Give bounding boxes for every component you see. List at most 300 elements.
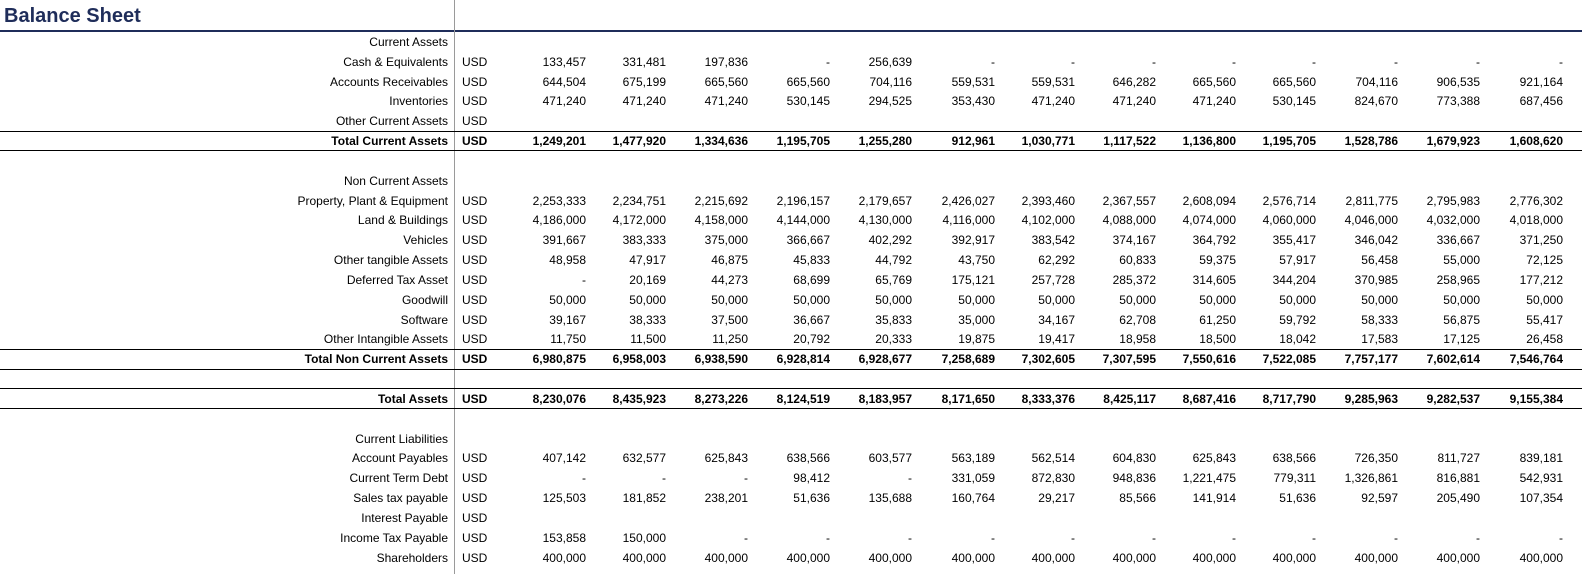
value-cell: 51,636 xyxy=(1279,491,1316,506)
value-cell: 258,965 xyxy=(1436,272,1480,287)
currency-cell: USD xyxy=(462,391,488,406)
value-cell: 400,000 xyxy=(1192,550,1236,565)
value-cell: 107,354 xyxy=(1519,491,1563,506)
value-cell: 44,273 xyxy=(711,272,748,287)
value-cell: 85,566 xyxy=(1119,491,1156,506)
value-cell: 1,221,475 xyxy=(1182,471,1236,486)
currency-cell: USD xyxy=(462,213,488,228)
row-label: Cash & Equivalents xyxy=(343,54,448,69)
row-label: Other Intangible Assets xyxy=(323,332,448,347)
value-cell: - xyxy=(1152,530,1156,545)
value-cell: 2,776,302 xyxy=(1509,193,1563,208)
value-cell: 400,000 xyxy=(1272,550,1316,565)
value-cell: 20,333 xyxy=(875,332,912,347)
value-cell: 6,980,875 xyxy=(532,352,586,367)
value-cell: 50,000 xyxy=(1526,292,1563,307)
value-cell: 2,253,333 xyxy=(532,193,586,208)
value-cell: 36,667 xyxy=(793,312,830,327)
value-cell: 46,875 xyxy=(711,253,748,268)
value-cell: 471,240 xyxy=(1031,94,1075,109)
value-cell: 153,858 xyxy=(542,530,586,545)
value-cell: 7,757,177 xyxy=(1344,352,1398,367)
value-cell: 1,477,920 xyxy=(612,134,666,149)
value-cell: 4,130,000 xyxy=(858,213,912,228)
value-cell: 400,000 xyxy=(1436,550,1480,565)
total-top-rule xyxy=(0,131,1582,132)
value-cell: 2,576,714 xyxy=(1262,193,1316,208)
value-cell: 4,032,000 xyxy=(1426,213,1480,228)
row-label: Account Payables xyxy=(351,451,448,466)
value-cell: 665,560 xyxy=(704,74,748,89)
value-cell: 58,333 xyxy=(1361,312,1398,327)
value-cell: 353,430 xyxy=(951,94,995,109)
row-label: Total Non Current Assets xyxy=(304,352,448,367)
value-cell: 55,417 xyxy=(1526,312,1563,327)
row-label: Deferred Tax Asset xyxy=(346,272,448,287)
table-row xyxy=(0,468,1582,488)
value-cell: 50,000 xyxy=(1279,292,1316,307)
value-cell: 160,764 xyxy=(951,491,995,506)
value-cell: 50,000 xyxy=(1119,292,1156,307)
value-cell: 50,000 xyxy=(1199,292,1236,307)
value-cell: 559,531 xyxy=(1031,74,1075,89)
value-cell: 50,000 xyxy=(1443,292,1480,307)
value-cell: 704,116 xyxy=(1355,74,1398,89)
value-cell: 61,250 xyxy=(1199,312,1236,327)
value-cell: 43,750 xyxy=(958,253,995,268)
value-cell: 1,195,705 xyxy=(776,134,830,149)
value-cell: 50,000 xyxy=(549,292,586,307)
value-cell: 20,169 xyxy=(629,272,666,287)
value-cell: 625,843 xyxy=(704,451,748,466)
row-label: Total Current Assets xyxy=(331,134,448,149)
value-cell: 60,833 xyxy=(1119,253,1156,268)
table-row xyxy=(0,310,1582,330)
value-cell: 37,500 xyxy=(711,312,748,327)
value-cell: 2,215,692 xyxy=(694,193,748,208)
value-cell: 50,000 xyxy=(793,292,830,307)
value-cell: 400,000 xyxy=(1354,550,1398,565)
value-cell: 625,843 xyxy=(1192,451,1236,466)
value-cell: 559,531 xyxy=(951,74,995,89)
row-label: Current Liabilities xyxy=(355,431,448,446)
value-cell: 400,000 xyxy=(786,550,830,565)
value-cell: 665,560 xyxy=(1192,74,1236,89)
row-label: Vehicles xyxy=(403,233,448,248)
value-cell: 8,273,226 xyxy=(694,391,748,406)
value-cell: 2,608,094 xyxy=(1182,193,1236,208)
value-cell: 56,875 xyxy=(1443,312,1480,327)
row-label: Other tangible Assets xyxy=(333,253,448,268)
row-label: Goodwill xyxy=(401,292,448,307)
table-row xyxy=(0,111,1582,131)
value-cell: - xyxy=(1476,54,1480,69)
value-cell: 11,500 xyxy=(630,332,666,347)
value-cell: 906,535 xyxy=(1436,74,1480,89)
value-cell: 8,435,923 xyxy=(612,391,666,406)
value-cell: 9,155,384 xyxy=(1509,391,1563,406)
value-cell: 726,350 xyxy=(1354,451,1398,466)
value-cell: 355,417 xyxy=(1272,233,1316,248)
value-cell: 603,577 xyxy=(868,451,912,466)
row-label: Other Current Assets xyxy=(335,114,448,129)
value-cell: 4,074,000 xyxy=(1182,213,1236,228)
value-cell: 35,000 xyxy=(958,312,995,327)
value-cell: 18,042 xyxy=(1279,332,1316,347)
value-cell: 2,795,983 xyxy=(1426,193,1480,208)
row-label: Income Tax Payable xyxy=(340,530,448,545)
value-cell: 1,326,861 xyxy=(1344,471,1398,486)
value-cell: - xyxy=(1559,54,1563,69)
value-cell: 371,250 xyxy=(1519,233,1563,248)
value-cell: 257,728 xyxy=(1031,272,1075,287)
table-row xyxy=(0,72,1582,92)
value-cell: 4,158,000 xyxy=(694,213,748,228)
row-label: Shareholders xyxy=(376,550,448,565)
value-cell: 4,172,000 xyxy=(612,213,666,228)
currency-cell: USD xyxy=(462,233,488,248)
value-cell: 7,258,689 xyxy=(941,352,995,367)
table-row xyxy=(0,210,1582,230)
value-cell: 8,230,076 xyxy=(532,391,586,406)
currency-cell: USD xyxy=(462,272,488,287)
row-label: Sales tax payable xyxy=(353,491,448,506)
value-cell: - xyxy=(908,530,912,545)
value-cell: 8,183,957 xyxy=(858,391,912,406)
value-cell: - xyxy=(662,471,666,486)
value-cell: 6,958,003 xyxy=(612,352,666,367)
value-cell: 133,457 xyxy=(542,54,586,69)
value-cell: 11,750 xyxy=(550,332,586,347)
value-cell: 1,195,705 xyxy=(1262,134,1316,149)
value-cell: 2,811,775 xyxy=(1345,193,1398,208)
value-cell: 2,367,557 xyxy=(1102,193,1156,208)
value-cell: 675,199 xyxy=(622,74,666,89)
value-cell: 665,560 xyxy=(786,74,830,89)
value-cell: 7,307,595 xyxy=(1102,352,1156,367)
value-cell: 17,583 xyxy=(1361,332,1398,347)
value-cell: 816,881 xyxy=(1436,471,1480,486)
value-cell: 646,282 xyxy=(1112,74,1156,89)
value-cell: - xyxy=(1559,530,1563,545)
total-row xyxy=(0,349,1582,369)
row-label: Interest Payable xyxy=(361,510,448,525)
value-cell: 400,000 xyxy=(951,550,995,565)
currency-cell: USD xyxy=(462,471,488,486)
value-cell: - xyxy=(991,54,995,69)
table-row xyxy=(0,290,1582,310)
value-cell: - xyxy=(1312,54,1316,69)
row-label: Current Term Debt xyxy=(349,471,448,486)
table-row xyxy=(0,488,1582,508)
value-cell: 35,833 xyxy=(875,312,912,327)
value-cell: - xyxy=(991,530,995,545)
value-cell: 56,458 xyxy=(1361,253,1398,268)
value-cell: 98,412 xyxy=(793,471,830,486)
value-cell: 4,102,000 xyxy=(1021,213,1075,228)
value-cell: 811,727 xyxy=(1437,451,1480,466)
value-cell: 59,792 xyxy=(1279,312,1316,327)
table-row xyxy=(0,171,1582,191)
currency-cell: USD xyxy=(462,292,488,307)
value-cell: 2,234,751 xyxy=(612,193,666,208)
value-cell: 1,117,522 xyxy=(1103,134,1156,149)
value-cell: - xyxy=(1232,530,1236,545)
value-cell: 19,417 xyxy=(1038,332,1075,347)
value-cell: 8,333,376 xyxy=(1021,391,1075,406)
value-cell: 44,792 xyxy=(875,253,912,268)
currency-cell: USD xyxy=(462,550,488,565)
value-cell: 7,302,605 xyxy=(1021,352,1075,367)
value-cell: 921,164 xyxy=(1519,74,1563,89)
value-cell: 50,000 xyxy=(875,292,912,307)
value-cell: 407,142 xyxy=(542,451,586,466)
value-cell: 542,931 xyxy=(1519,471,1563,486)
table-row xyxy=(0,52,1582,72)
row-label: Current Assets xyxy=(369,35,448,49)
value-cell: 7,602,614 xyxy=(1426,352,1480,367)
sheet-title: Balance Sheet xyxy=(4,5,141,27)
title-row xyxy=(0,0,1582,32)
value-cell: 562,514 xyxy=(1031,451,1075,466)
value-cell: 471,240 xyxy=(1112,94,1156,109)
value-cell: 471,240 xyxy=(704,94,748,109)
value-cell: 8,171,650 xyxy=(941,391,995,406)
currency-cell: USD xyxy=(462,114,488,129)
table-row xyxy=(0,91,1582,111)
value-cell: 50,000 xyxy=(711,292,748,307)
value-cell: 29,217 xyxy=(1038,491,1075,506)
currency-cell: USD xyxy=(462,134,488,149)
value-cell: 2,196,157 xyxy=(776,193,830,208)
value-cell: 530,145 xyxy=(786,94,830,109)
value-cell: 17,125 xyxy=(1443,332,1480,347)
total-row xyxy=(0,389,1582,409)
value-cell: 471,240 xyxy=(542,94,586,109)
currency-cell: USD xyxy=(462,74,488,89)
value-cell: - xyxy=(744,471,748,486)
value-cell: 2,179,657 xyxy=(858,193,912,208)
value-cell: 62,292 xyxy=(1038,253,1075,268)
value-cell: 7,546,764 xyxy=(1509,352,1563,367)
value-cell: 48,958 xyxy=(549,253,586,268)
value-cell: 256,639 xyxy=(868,54,912,69)
currency-cell: USD xyxy=(462,352,488,367)
value-cell: 839,181 xyxy=(1519,451,1563,466)
table-row xyxy=(0,528,1582,548)
row-label: Property, Plant & Equipment xyxy=(297,193,448,208)
value-cell: 26,458 xyxy=(1526,332,1563,347)
value-cell: 665,560 xyxy=(1272,74,1316,89)
value-cell: 4,018,000 xyxy=(1509,213,1563,228)
table-row xyxy=(0,230,1582,250)
value-cell: 18,958 xyxy=(1119,332,1156,347)
value-cell: - xyxy=(1232,54,1236,69)
value-cell: 62,708 xyxy=(1119,312,1156,327)
value-cell: 4,088,000 xyxy=(1102,213,1156,228)
value-cell: 948,836 xyxy=(1112,471,1156,486)
value-cell: 175,121 xyxy=(951,272,995,287)
value-cell: 383,333 xyxy=(622,233,666,248)
row-label: Non Current Assets xyxy=(343,173,448,188)
value-cell: 400,000 xyxy=(542,550,586,565)
value-cell: 50,000 xyxy=(629,292,666,307)
value-cell: 135,688 xyxy=(868,491,912,506)
value-cell: 400,000 xyxy=(1519,550,1563,565)
value-cell: 4,116,000 xyxy=(942,213,995,228)
value-cell: 638,566 xyxy=(786,451,830,466)
value-cell: - xyxy=(582,272,586,287)
value-cell: 51,636 xyxy=(793,491,830,506)
currency-cell: USD xyxy=(462,510,488,525)
currency-cell: USD xyxy=(462,94,488,109)
value-cell: 50,000 xyxy=(1038,292,1075,307)
value-cell: 773,388 xyxy=(1436,94,1480,109)
value-cell: 400,000 xyxy=(868,550,912,565)
value-cell: - xyxy=(1312,530,1316,545)
table-row xyxy=(0,409,1582,429)
value-cell: 872,830 xyxy=(1031,471,1075,486)
table-row xyxy=(0,329,1582,349)
value-cell: 374,167 xyxy=(1112,233,1156,248)
value-cell: 779,311 xyxy=(1273,471,1316,486)
table-row xyxy=(0,548,1582,568)
row-label: Inventories xyxy=(389,94,448,109)
value-cell: 59,375 xyxy=(1199,253,1236,268)
table-row xyxy=(0,508,1582,528)
total-top-rule xyxy=(0,388,1582,389)
value-cell: 563,189 xyxy=(951,451,995,466)
value-cell: 7,522,085 xyxy=(1262,352,1316,367)
value-cell: - xyxy=(826,54,830,69)
total-top-rule xyxy=(0,349,1582,350)
value-cell: 8,425,117 xyxy=(1103,391,1156,406)
value-cell: 400,000 xyxy=(1112,550,1156,565)
row-label: Accounts Receivables xyxy=(329,74,448,89)
row-label: Software xyxy=(400,312,448,327)
value-cell: 8,717,790 xyxy=(1262,391,1316,406)
value-cell: 177,212 xyxy=(1519,272,1563,287)
row-label: Land & Buildings xyxy=(357,213,448,228)
table-row xyxy=(0,429,1582,449)
value-cell: 400,000 xyxy=(622,550,666,565)
value-cell: 141,914 xyxy=(1192,491,1236,506)
value-cell: 9,282,537 xyxy=(1426,391,1480,406)
value-cell: - xyxy=(1394,530,1398,545)
value-cell: 8,687,416 xyxy=(1182,391,1236,406)
value-cell: 912,961 xyxy=(951,134,995,149)
value-cell: 47,917 xyxy=(629,253,666,268)
value-cell: 45,833 xyxy=(793,253,830,268)
value-cell: 4,046,000 xyxy=(1344,213,1398,228)
value-cell: - xyxy=(582,471,586,486)
value-cell: 638,566 xyxy=(1272,451,1316,466)
value-cell: - xyxy=(908,471,912,486)
value-cell: 364,792 xyxy=(1192,233,1236,248)
value-cell: 4,144,000 xyxy=(776,213,830,228)
value-cell: 331,059 xyxy=(951,471,995,486)
currency-cell: USD xyxy=(462,451,488,466)
value-cell: 197,836 xyxy=(704,54,748,69)
value-cell: 2,393,460 xyxy=(1021,193,1075,208)
value-cell: 375,000 xyxy=(704,233,748,248)
currency-cell: USD xyxy=(462,54,488,69)
table-row xyxy=(0,369,1582,389)
value-cell: 370,985 xyxy=(1354,272,1398,287)
currency-cell: USD xyxy=(462,312,488,327)
value-cell: 604,830 xyxy=(1112,451,1156,466)
table-row xyxy=(0,32,1582,52)
value-cell: 704,116 xyxy=(869,74,912,89)
value-cell: 400,000 xyxy=(1031,550,1075,565)
value-cell: 39,167 xyxy=(549,312,586,327)
value-cell: 331,481 xyxy=(622,54,666,69)
value-cell: 6,938,590 xyxy=(694,352,748,367)
value-cell: 346,042 xyxy=(1354,233,1398,248)
value-cell: 344,204 xyxy=(1272,272,1316,287)
value-cell: 11,250 xyxy=(712,332,748,347)
value-cell: 38,333 xyxy=(629,312,666,327)
value-cell: 1,136,800 xyxy=(1182,134,1236,149)
value-cell: 402,292 xyxy=(868,233,912,248)
value-cell: 6,928,677 xyxy=(858,352,912,367)
value-cell: 391,667 xyxy=(542,233,586,248)
value-cell: 72,125 xyxy=(1526,253,1563,268)
value-cell: 2,426,027 xyxy=(941,193,995,208)
value-cell: - xyxy=(826,530,830,545)
value-cell: - xyxy=(1394,54,1398,69)
value-cell: 92,597 xyxy=(1361,491,1398,506)
value-cell: 383,542 xyxy=(1031,233,1075,248)
value-cell: 285,372 xyxy=(1112,272,1156,287)
value-cell: 644,504 xyxy=(542,74,586,89)
value-cell: 34,167 xyxy=(1038,312,1075,327)
value-cell: 50,000 xyxy=(1361,292,1398,307)
value-cell: 238,201 xyxy=(704,491,748,506)
value-cell: 150,000 xyxy=(622,530,666,545)
value-cell: 1,249,201 xyxy=(532,134,586,149)
value-cell: 205,490 xyxy=(1436,491,1480,506)
value-cell: - xyxy=(1071,530,1075,545)
table-row xyxy=(0,448,1582,468)
value-cell: 314,605 xyxy=(1192,272,1236,287)
value-cell: 50,000 xyxy=(958,292,995,307)
table-row xyxy=(0,250,1582,270)
value-cell: 55,000 xyxy=(1443,253,1480,268)
value-cell: 181,852 xyxy=(622,491,666,506)
table-row xyxy=(0,191,1582,211)
row-label: Total Assets xyxy=(377,391,448,406)
value-cell: 20,792 xyxy=(793,332,830,347)
currency-cell: USD xyxy=(462,491,488,506)
value-cell: 1,528,786 xyxy=(1344,134,1398,149)
value-cell: 471,240 xyxy=(622,94,666,109)
value-cell: 4,060,000 xyxy=(1262,213,1316,228)
value-cell: 7,550,616 xyxy=(1182,352,1236,367)
value-cell: 57,917 xyxy=(1279,253,1316,268)
table-row xyxy=(0,270,1582,290)
value-cell: 1,679,923 xyxy=(1426,134,1480,149)
value-cell: - xyxy=(744,530,748,545)
currency-cell: USD xyxy=(462,332,488,347)
currency-cell: USD xyxy=(462,530,488,545)
value-cell: - xyxy=(1152,54,1156,69)
table-row xyxy=(0,151,1582,171)
value-cell: 687,456 xyxy=(1519,94,1563,109)
value-cell: 65,769 xyxy=(875,272,912,287)
currency-cell: USD xyxy=(462,193,488,208)
value-cell: 632,577 xyxy=(622,451,666,466)
